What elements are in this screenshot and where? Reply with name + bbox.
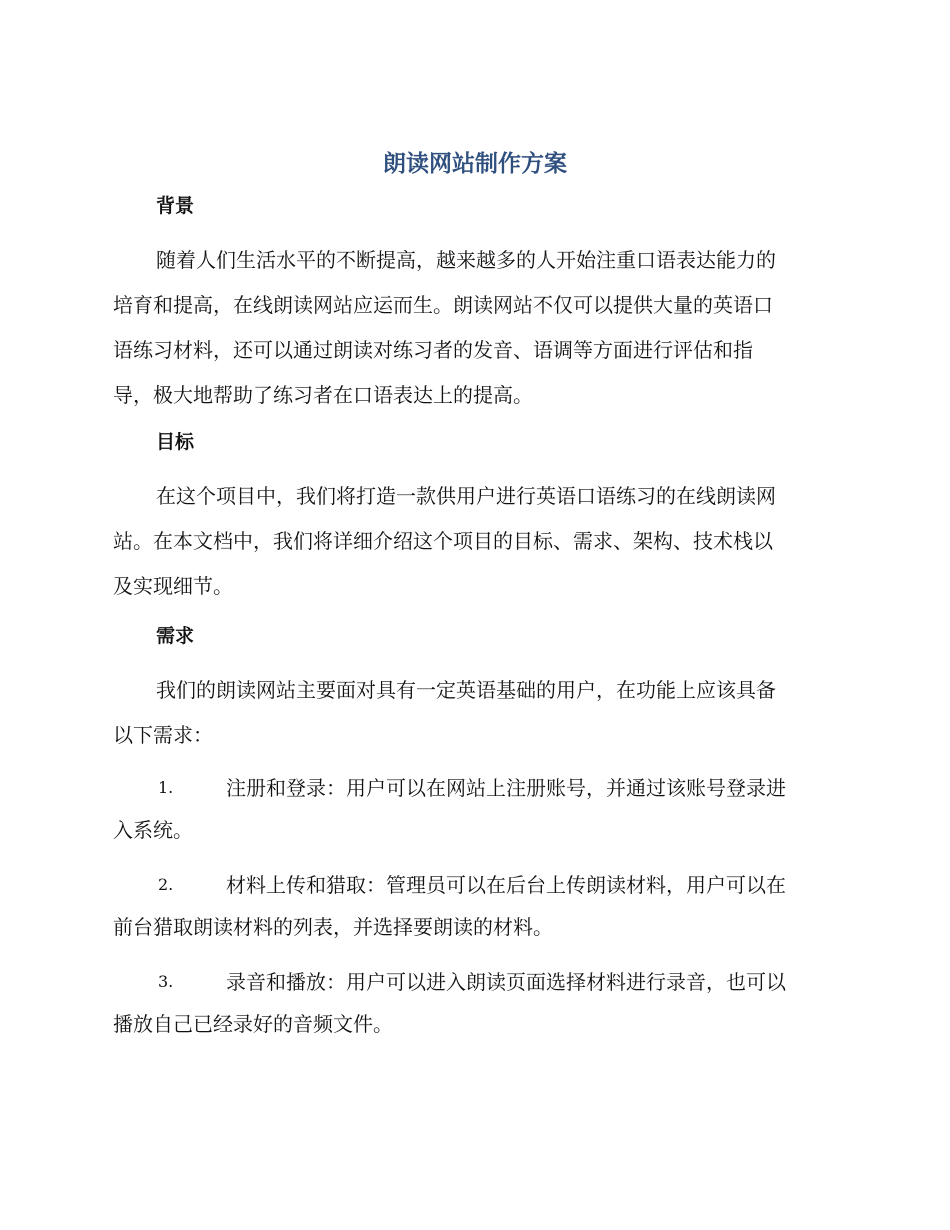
list-number: 2. [158, 875, 174, 894]
paragraph-line: 培育和提高，在线朗读网站应运而生。朗读网站不仅可以提供大量的英语口 [113, 293, 773, 317]
requirement-item-2 [113, 864, 833, 948]
paragraph-line: 以下需求： [113, 723, 213, 747]
section-heading-background: 背景 [156, 195, 195, 217]
requirements-intro-paragraph [113, 668, 833, 758]
list-number: 1. [158, 778, 174, 797]
paragraph-line: 我们的朗读网站主要面对具有一定英语基础的用户，在功能上应该具备 [156, 678, 776, 702]
document-title: 朗读网站制作方案 [383, 151, 567, 177]
list-item-text: 播放自己已经录好的音频文件。 [113, 1012, 393, 1036]
paragraph-line: 站。在本文档中，我们将详细介绍这个项目的目标、需求、架构、技术栈以 [113, 529, 773, 553]
list-item-text: 注册和登录：用户可以在网站上注册账号，并通过该账号登录进 [226, 776, 786, 800]
list-item-text: 录音和播放：用户可以进入朗读页面选择材料进行录音，也可以 [226, 970, 786, 994]
goal-paragraph [113, 474, 833, 609]
paragraph-line: 及实现细节。 [113, 574, 233, 598]
requirement-item-3 [113, 961, 833, 1045]
list-item-text: 前台猎取朗读材料的列表，并选择要朗读的材料。 [113, 915, 553, 939]
background-paragraph [113, 238, 833, 418]
section-heading-goal: 目标 [156, 431, 195, 453]
list-item-text: 入系统。 [113, 818, 193, 842]
paragraph-line: 随着人们生活水平的不断提高，越来越多的人开始注重口语表达能力的 [156, 248, 776, 272]
paragraph-line: 导，极大地帮助了练习者在口语表达上的提高。 [113, 383, 533, 407]
requirement-item-1 [113, 767, 833, 851]
list-number: 3. [158, 972, 174, 991]
paragraph-line: 语练习材料，还可以通过朗读对练习者的发音、语调等方面进行评估和指 [113, 338, 753, 362]
list-item-text: 材料上传和猎取：管理员可以在后台上传朗读材料，用户可以在 [226, 873, 786, 897]
section-heading-requirements: 需求 [156, 625, 195, 647]
paragraph-line: 在这个项目中，我们将打造一款供用户进行英语口语练习的在线朗读网 [156, 484, 776, 508]
